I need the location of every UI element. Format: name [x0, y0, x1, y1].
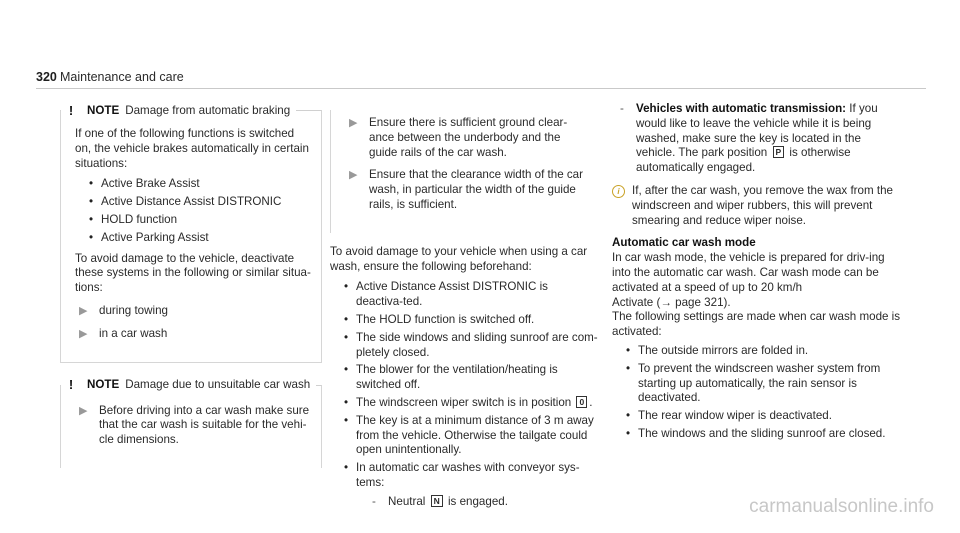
note-title: Damage due to unsuitable car wash: [125, 378, 311, 392]
column-3: [612, 102, 902, 448]
note-automatic-braking: [60, 102, 322, 363]
info-note: [612, 184, 902, 228]
park-position-key-icon: P: [773, 146, 785, 158]
note-label: NOTE: [87, 103, 120, 117]
list-item: • Active Brake Assist: [89, 177, 313, 192]
note-header: [61, 376, 316, 396]
list-item: • Active Distance Assist DISTRONIC: [89, 195, 313, 210]
list-item: • The side windows and sliding sunroof are com-pletely closed.: [344, 331, 598, 361]
note-unsuitable-car-wash: [60, 377, 322, 468]
triangle-arrow-icon: ▶: [79, 404, 88, 417]
car-wash-mode-intro: In car wash mode, the vehicle is prepared for driv-ing into the automatic car wash. Car wash mode can be activated at a speed of up to 20 km/h: [612, 251, 885, 294]
precaution-list: [330, 280, 598, 509]
step-item: ▶ Ensure there is sufficient ground clear-ance between the underbody and the guide rails of the car wash.: [345, 116, 590, 160]
page-number: 320: [36, 70, 57, 84]
header-divider: [36, 88, 926, 89]
list-item: • To prevent the windscreen washer system from starting up automatically, the rain sensor is deactivated.: [626, 362, 902, 406]
neutral-gear-key-icon: N: [431, 495, 443, 507]
wiper-position-key-icon: 0: [576, 396, 587, 408]
list-item: • In automatic car washes with conveyor sys-tems: - Neutral N is engaged.: [344, 461, 598, 509]
settings-intro: The following settings are made when car wash mode is activated:: [612, 310, 901, 339]
page-reference-link[interactable]: page 321: [675, 295, 724, 309]
page-header: [36, 70, 926, 92]
step-item: ▶ during towing: [75, 304, 313, 319]
list-item: • The windscreen wiper switch is in position 0 .: [344, 396, 598, 411]
step-item: ▶ Before driving into a car wash make sure that the car wash is suitable for the vehi-cle dimensions.: [75, 404, 313, 448]
info-text: If, after the car wash, you remove the wax from the windscreen and wiper rubbers, this will prevent smearing and reduce wiper noise.: [632, 183, 893, 227]
list-item: • Active Distance Assist DISTRONIC is deactiva-ted.: [344, 280, 598, 310]
list-item: • Active Parking Assist: [89, 231, 313, 246]
list-item: • The blower for the ventilation/heating is switched off.: [344, 363, 598, 393]
note-continued: [330, 110, 598, 233]
arrow-right-icon: →: [660, 295, 672, 309]
note-advice: To avoid damage to the vehicle, deactivate these systems in the following or similar situa-tions:: [75, 251, 311, 295]
avoid-intro: To avoid damage to your vehicle when using a car wash, ensure the following beforehand:: [330, 244, 588, 273]
sub-item: - Neutral N is engaged.: [372, 494, 508, 508]
column-2: [330, 110, 598, 516]
car-wash-mode-section: [612, 236, 902, 441]
column-1: [60, 102, 322, 468]
info-icon: i: [612, 185, 625, 198]
list-item: • The outside mirrors are folded in.: [626, 344, 902, 359]
automatic-transmission-heading: Vehicles with automatic transmission:: [636, 102, 847, 115]
car-wash-mode-heading: Automatic car wash mode: [612, 236, 756, 250]
triangle-arrow-icon: ▶: [79, 304, 88, 317]
watermark: carmanualsonline.info: [749, 496, 934, 518]
triangle-arrow-icon: ▶: [79, 327, 88, 340]
automatic-transmission-note: - Vehicles with automatic transmission: If you would like to leave the vehicle while it is being washed, make sure the key is located in the vehicle. The park position P is otherwise automatically engaged.: [620, 102, 878, 175]
list-item: • The HOLD function is switched off.: [344, 313, 598, 328]
note-label: NOTE: [87, 378, 120, 392]
note-intro: If one of the following functions is switched on, the vehicle brakes automatically in certain situations:: [75, 127, 309, 170]
list-item: • HOLD function: [89, 213, 313, 228]
function-list: [75, 177, 313, 245]
list-item: • The key is at a minimum distance of 3 m away from the vehicle. Otherwise the tailgate could open unintentionally.: [344, 414, 598, 458]
list-item: • The windows and the sliding sunroof are closed.: [626, 427, 902, 442]
activate-reference: Activate (→ page 321).: [612, 295, 731, 309]
triangle-arrow-icon: ▶: [349, 169, 358, 182]
note-title: Damage from automatic braking: [125, 103, 291, 117]
step-item: ▶ in a car wash: [75, 327, 313, 342]
triangle-arrow-icon: ▶: [349, 117, 358, 129]
list-item: • The rear window wiper is deactivated.: [626, 409, 902, 424]
step-item: ▶ Ensure that the clearance width of the car wash, in particular the width of the guide rails, is sufficient.: [345, 168, 590, 212]
warning-icon: !: [68, 377, 74, 393]
section-title: Maintenance and care: [60, 70, 184, 84]
warning-icon: !: [68, 102, 74, 118]
step-list: [75, 304, 313, 342]
settings-list: [612, 344, 902, 442]
note-header: [61, 101, 296, 121]
